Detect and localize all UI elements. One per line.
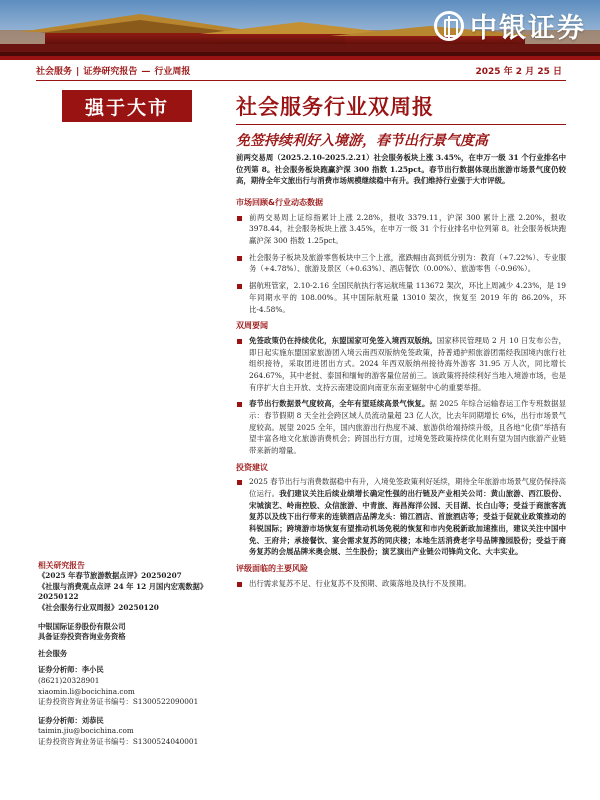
related-report-item[interactable]: 《2025 年春节旅游数据点评》20250207: [38, 571, 182, 581]
section-heading-risk: 评级面临的主要风险: [236, 564, 308, 574]
category-industry: 社会服务: [36, 66, 73, 77]
intro-paragraph: 前两交易周（2025.2.10-2025.2.21）社会服务板块上涨 3.45%，在申万一级 31 个行业排名中位列第 8。社会服务板块跑赢沪深 300 指数 1.25pct。春节出行数据体现出旅游市场景气度仍较高，期待全年文旅出行与消费市场规模继续稳中有升。我们维持行业强于大市评级。: [236, 153, 566, 186]
analyst-phone: (8621)20328901: [38, 675, 100, 685]
company-qualification: 具备证券投资咨询业务资格: [38, 632, 126, 642]
analyst-name: 刘恭民: [81, 715, 104, 725]
category-subtype: 行业周报: [154, 66, 191, 77]
header-banner: [0, 0, 600, 60]
brand-logo: [434, 6, 586, 45]
report-subtitle: 免签持续利好入境游，春节出行景气度高: [236, 133, 488, 149]
list-item: 出行需求复苏不足、行业复苏不及预期、政策落地及执行不及预期。: [236, 578, 566, 590]
report-date: 2025 年 2 月 25 日: [475, 66, 562, 77]
analyst-name: 李小民: [81, 665, 104, 675]
section-heading-news: 双周要闻: [236, 321, 268, 331]
analyst-email[interactable]: xiaomin.li@bocichina.com: [38, 686, 135, 696]
category-type: 证券研究报告: [83, 66, 138, 77]
report-title: 社会服务行业双周报: [236, 95, 434, 119]
header-divider: [36, 80, 566, 81]
report-category: 社会服务 | 证券研究报告 — 行业周报: [36, 66, 191, 77]
brand-name: 中银证券: [470, 13, 586, 44]
report-body: [236, 152, 566, 594]
list-item: 免签政策仍在持续优化，东盟国家可免签入境西双版纳。国家移民管理局 2 月 10 日发布公告，即日起实施东盟国家旅游团入境云南西双版纳免签政策，持普通护照旅游团需经我国境内旅行社组织接待，采取团进团出方式。2024 年西双版纳州接待海外游客 31.95 万人次，同比增长 264.67%，其中老挝、泰国和缅甸的游客量位居前三。该政策将持续利好当地入境游市场，也是有序扩大自主开放、支持云南建设面向南亚东南亚辐射中心的重要举措。: [236, 335, 566, 393]
bank-of-china-logo-icon: [434, 11, 464, 41]
sidebar-info: [38, 560, 216, 747]
list-item: 据航班管家，2.10-2.16 全国民航执行客运航班量 113672 架次，环比上周减少 4.23%，是 19 年同期水平的 108.00%。其中国际航班量 13010 架次，恢复至 2019 年的 86.20%，环比-4.58%。: [236, 280, 566, 315]
report-meta-row: [0, 60, 600, 80]
analyst-cert: 证券投资咨询业务证书编号：S1300522090001: [38, 697, 199, 707]
analyst-block: [38, 665, 216, 707]
industry-label: 社会服务: [38, 648, 68, 658]
title-divider: [236, 124, 566, 125]
list-item: 社会服务子板块及旅游零售板块中三个上涨，涨跌幅由高到低分别为：教育（+7.22%）、专业服务（+4.78%）、旅游及景区（+0.63%）、酒店餐饮（0.00%）、旅游零售（-0.96%）。: [236, 252, 566, 275]
related-report-item[interactable]: 《社服与消费观点点评 24 年 12 月国内宏观数据》20250122: [38, 581, 208, 602]
list-item: 春节出行数据景气度较高，全年有望延续高景气恢复。据 2025 年综合运输春运工作专班数据显示：春节假期 8 天全社会跨区域人员流动量超 23 亿人次，比去年同期增长 6%，出行市场景气度较高。展望 2025 全年，国内旅游出行热度不减、旅游供给端持续升级，且各地“化债”举措有望丰富各地文化旅游消费机会；跨国出行方面，过境免签政策持续优化则有望为国内旅游产业链带来新的增量。: [236, 398, 566, 456]
analyst-email[interactable]: taimin.jiu@bocichina.com: [38, 726, 134, 736]
section-heading-invest: 投资建议: [236, 462, 268, 472]
related-reports-heading: 相关研究报告: [38, 561, 85, 570]
analyst-block: [38, 716, 216, 748]
analyst-role: 证券分析师：: [38, 665, 82, 675]
company-name: 中银国际证券股份有限公司: [38, 621, 126, 631]
analyst-cert: 证券投资咨询业务证书编号：S1300524040001: [38, 736, 199, 746]
related-report-item[interactable]: 《社会服务行业双周报》20250120: [38, 603, 159, 613]
section-heading-market: 市场回顾&行业动态数据: [236, 198, 323, 208]
analyst-role: 证券分析师：: [38, 715, 82, 725]
list-item: 前两交易周上证综指累计上涨 2.28%，报收 3379.11，沪深 300 累计上涨 2.20%，报收 3978.44，社会服务板块上涨 3.45%，在申万一级 31 个行业排名中位列第 8。社会服务板块跑赢沪深 300 指数 1.25pct。: [236, 212, 566, 247]
rating-badge: 强于大市: [62, 90, 192, 122]
list-item: 2025 春节出行与消费数据稳中有升，入境免签政策利好延续，期待全年旅游市场景气度仍保持高位运行。我们建议关注后续业绩增长确定性强的出行链及产业相关公司：黄山旅游、西江股份、宋城演艺、岭南控股、众信旅游、中青旅、海昌海洋公园、天目湖、长白山等；受益于商旅客流复苏以及线下出行带来的连锁酒店品牌龙头：锦江酒店、首旅酒店等；受益于促就业政策推动的科锐国际；跨境游市场恢复有望推动机场免税的恢复和市内免税新政加速推出，建议关注中国中免、王府井；承接餐饮、宴会需求复苏的同庆楼；本地生活消费老字号品牌豫园股份；受益于商务复苏的会展品牌米奥会展、兰生股份；演艺演出产业链公司锋尚文化、大丰实业。: [236, 476, 566, 558]
